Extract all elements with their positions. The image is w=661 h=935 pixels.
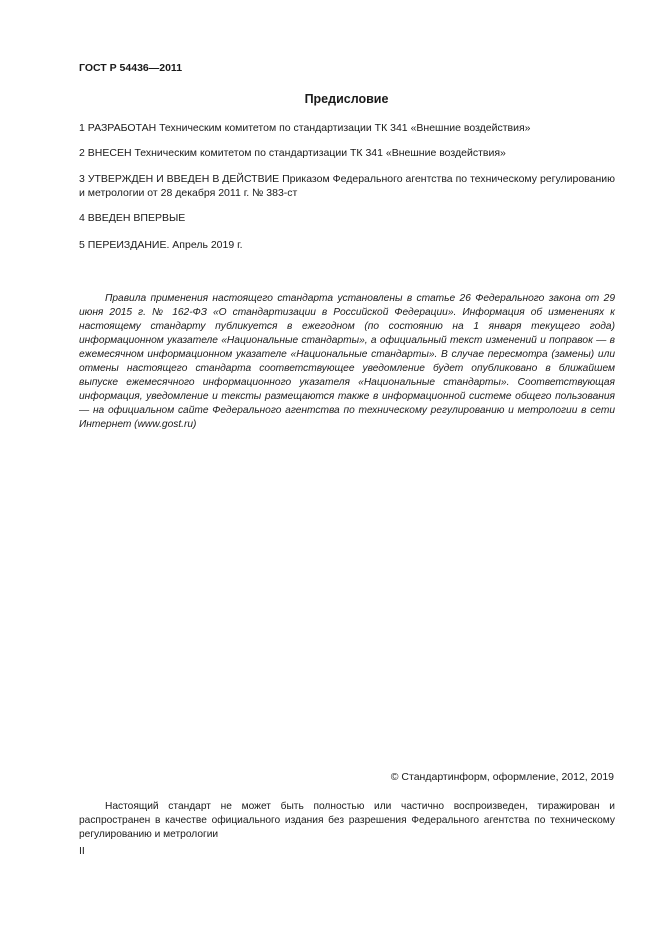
page-title (0, 92, 661, 106)
preface-item-2 (79, 146, 615, 160)
item-text: РАЗРАБОТАН Техническим комитетом по стандартизации ТК 341 «Внешние воздействия» (87, 122, 531, 134)
document-code: ГОСТ Р 54436—2011 (79, 62, 183, 74)
item-number: 2 (79, 147, 85, 159)
item-number: 5 (79, 239, 85, 251)
item-text: ВВЕДЕН ВПЕРВЫЕ (87, 212, 186, 224)
preface-item-3 (79, 172, 615, 200)
reproduction-notice: Настоящий стандарт не может быть полностью или частично воспроизведен, тиражирован и распространен в качестве официального издания без разрешения Федерального агентства по техническому регулированию и метрологии (79, 801, 615, 840)
preface-item-5 (79, 238, 615, 252)
item-text: ПЕРЕИЗДАНИЕ. Апрель 2019 г. (87, 239, 243, 251)
usage-notice: Правила применения настоящего стандарта установлены в статье 26 Федерального закона от 29 июня 2015 г. № 162-ФЗ «О стандартизации в Российской Федерации». Информация об изменениях к настоящему стандарту публикуется в ежегодном (по состоянию на 1 января текущего года) информационном указателе «Национальные стандарты», а официальный текст изменений и поправок — в ежемесячном информационном указателе «Национальные стандарты». В случае пересмотра (замены) или отмены настоящего стандарта соответствующее уведомление будет опубликовано в ближайшем выпуске ежемесячного информационного указателя «Национальные стандарты». Соответствующая информация, уведомление и тексты размещаются также в информационной системе общего пользования — на официальном сайте Федерального агентства по техническому регулированию и метрологии в сети Интернет (www.gost.ru) (79, 293, 615, 430)
preface-item-4 (79, 211, 615, 225)
page-number: II (79, 845, 85, 857)
item-number: 1 (79, 122, 85, 134)
copyright-line: © Стандартинформ, оформление, 2012, 2019 (390, 771, 614, 783)
page-title-text: Предисловие (304, 92, 389, 106)
item-number: 3 (79, 173, 85, 185)
item-text: ВНЕСЕН Техническим комитетом по стандартизации ТК 341 «Внешние воздействия» (87, 147, 506, 159)
item-number: 4 (79, 212, 85, 224)
item-text: УТВЕРЖДЕН И ВВЕДЕН В ДЕЙСТВИЕ Приказом Федерального агентства по техническому регулированию и метрологии от 28 декабря 2011 г. № 383-ст (79, 173, 615, 199)
preface-item-1 (79, 121, 615, 135)
